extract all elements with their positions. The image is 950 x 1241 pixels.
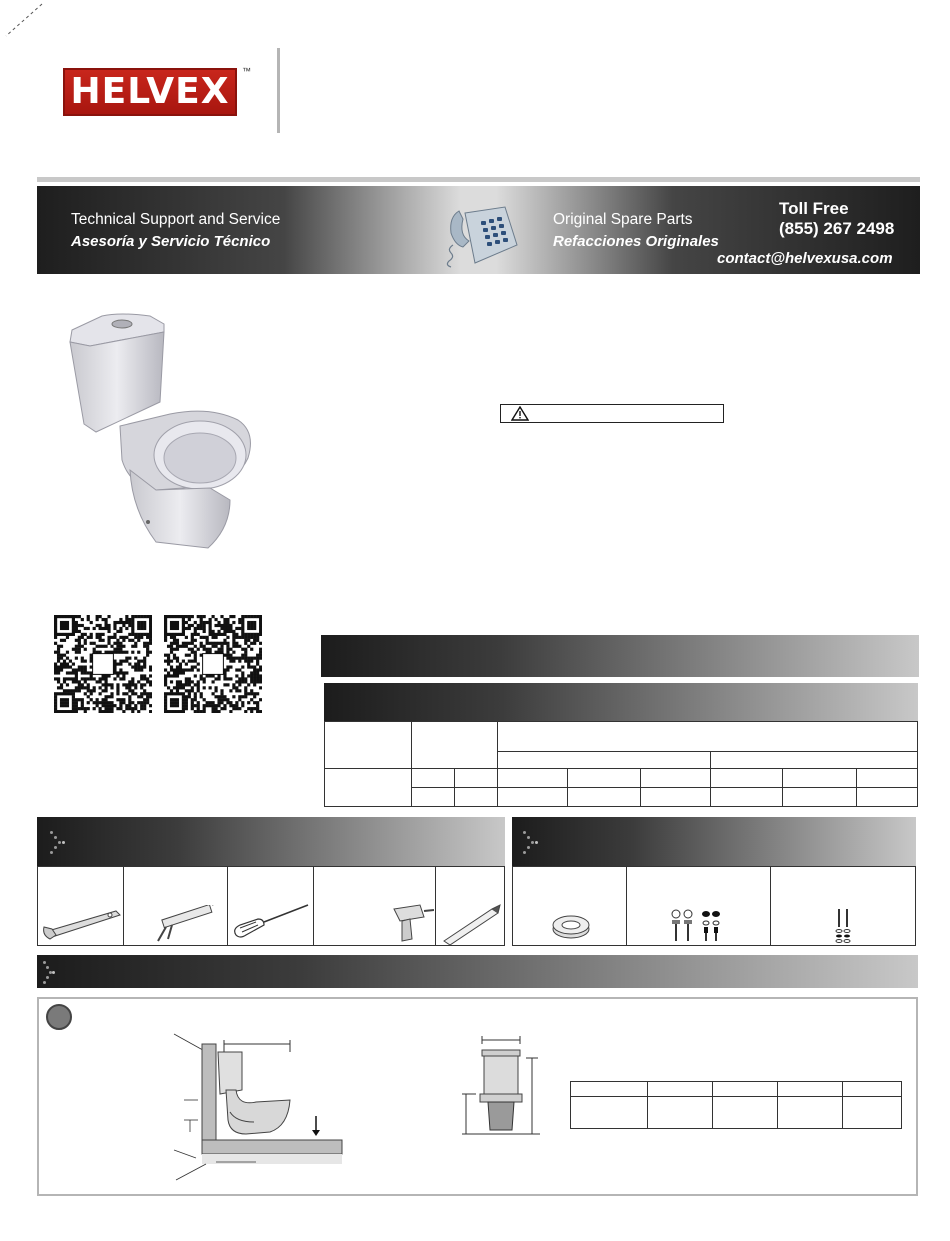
- qr-code-spanish[interactable]: [164, 615, 262, 718]
- side-view-rough-in-diagram: [166, 1030, 346, 1185]
- dimensions-table: [570, 1081, 902, 1129]
- table-cell: [498, 722, 918, 752]
- parts-row: [512, 866, 916, 946]
- table-cell: [783, 769, 857, 788]
- table-cell: [711, 769, 783, 788]
- support-title-en: Technical Support and Service: [71, 211, 281, 228]
- specifications-table: [324, 721, 918, 807]
- table-cell: [412, 722, 498, 769]
- table-cell: [455, 769, 498, 788]
- specifications-band: [321, 635, 919, 677]
- tools-band: [37, 817, 505, 866]
- screwdriver-icon: [232, 901, 312, 941]
- installation-band: [37, 955, 918, 988]
- header-divider: [277, 48, 280, 133]
- qr-code-icon: [164, 615, 262, 713]
- table-cell: [571, 1082, 648, 1097]
- contact-email[interactable]: contact@helvexusa.com: [717, 250, 893, 267]
- table-cell: [498, 788, 568, 807]
- qr-code-icon: [54, 615, 152, 713]
- table-cell: [783, 788, 857, 807]
- caulking-gun-icon: [144, 905, 222, 943]
- telephone-icon: [445, 205, 519, 269]
- table-cell: [648, 1082, 713, 1097]
- wax-ring-icon: [551, 913, 591, 941]
- table-cell: [843, 1097, 902, 1129]
- parts-title-en: Original Spare Parts: [553, 211, 693, 228]
- table-cell: [568, 769, 641, 788]
- trademark-symbol: ™: [242, 66, 251, 76]
- pencil-icon: [440, 903, 502, 945]
- front-view-height-diagram: [462, 1030, 542, 1142]
- table-cell: [778, 1097, 843, 1129]
- logo-text: HELVEX: [70, 71, 230, 112]
- toll-free-label: Toll Free: [779, 199, 849, 218]
- warning-triangle-icon: [511, 406, 529, 421]
- parts-band: [512, 817, 916, 866]
- top-rule: [37, 177, 920, 182]
- qr-code-english[interactable]: [54, 615, 152, 718]
- table-cell: [641, 769, 711, 788]
- helvex-logo: [63, 68, 237, 116]
- table-cell: [713, 1082, 778, 1097]
- table-cell: [498, 752, 711, 769]
- table-cell: [568, 788, 641, 807]
- table-cell: [641, 788, 711, 807]
- table-cell: [412, 769, 455, 788]
- specifications-subheader: [324, 683, 918, 721]
- caution-box: [500, 404, 724, 423]
- toll-free-phone: (855) 267 2498: [779, 219, 895, 238]
- table-cell: [325, 769, 412, 807]
- table-cell: [412, 788, 455, 807]
- tools-row: [37, 866, 505, 946]
- tank-bolts-icon: [666, 909, 726, 943]
- parts-title-es: Refacciones Originales: [553, 233, 719, 250]
- table-cell: [857, 769, 918, 788]
- table-cell: [498, 769, 568, 788]
- table-cell: [857, 788, 918, 807]
- adjustable-wrench-icon: [42, 905, 122, 943]
- floor-bolts-icon: [831, 907, 855, 945]
- table-cell: [843, 1082, 902, 1097]
- table-cell: [713, 1097, 778, 1129]
- toilet-product-image: [60, 310, 270, 560]
- table-cell: [325, 722, 412, 769]
- table-cell: [455, 788, 498, 807]
- table-cell: [711, 752, 918, 769]
- table-cell: [778, 1082, 843, 1097]
- table-cell: [711, 788, 783, 807]
- table-cell: [648, 1097, 713, 1129]
- table-cell: [571, 1097, 648, 1129]
- power-drill-icon: [390, 899, 434, 943]
- step-number-badge: [46, 1004, 72, 1030]
- support-title-es: Asesoría y Servicio Técnico: [71, 233, 271, 250]
- crop-mark: [4, 2, 44, 38]
